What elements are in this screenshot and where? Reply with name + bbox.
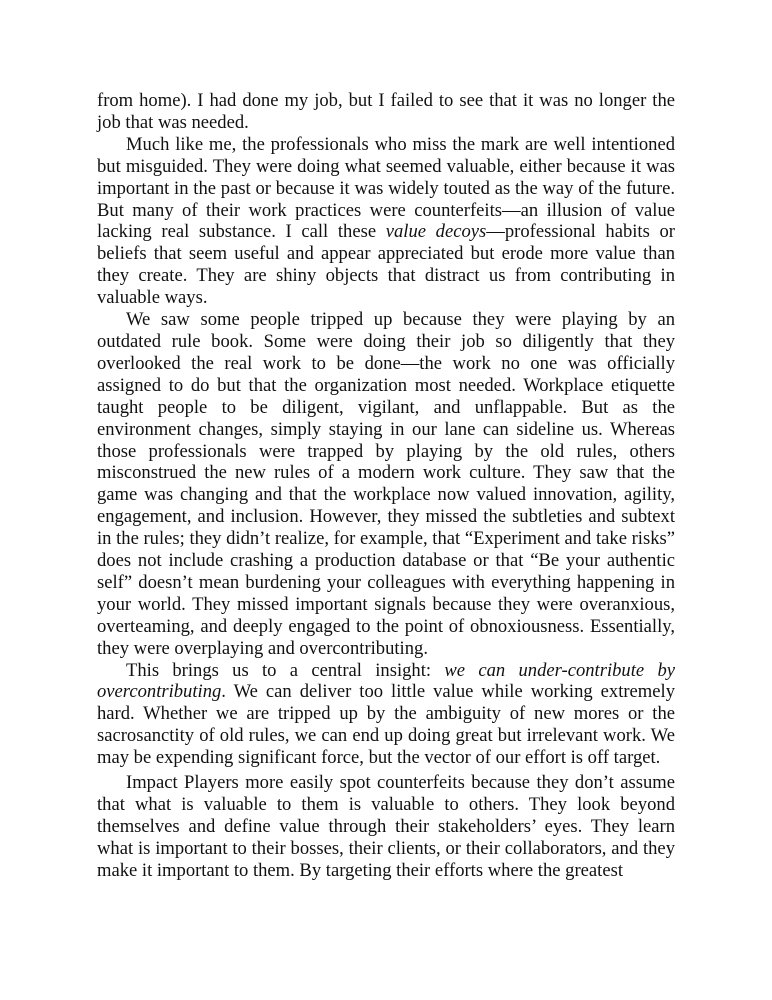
paragraph-4-text-b: . We can deliver too little value while working extremely hard. Whether we are tripped up by the ambiguity of new mores or the sacrosanctity of old rules, we can end up doing great but irrelevant work. We may be expending significant force, but the vector of our effort is off target. bbox=[97, 681, 675, 769]
page-body bbox=[97, 90, 675, 882]
paragraph-1-text: from home). I had done my job, but I failed to see that it was no longer the job that was needed. bbox=[97, 90, 675, 133]
paragraph-1 bbox=[97, 90, 675, 134]
paragraph-5 bbox=[97, 772, 675, 882]
paragraph-2-text-b: —professional habits or beliefs that seem useful and appear appreciated but erode more value than they create. They are shiny objects that distract us from contributing in valuable ways. bbox=[97, 221, 675, 309]
paragraph-4-italic-insight: we can under-contribute by overcontributing bbox=[97, 659, 675, 703]
paragraph-4 bbox=[97, 660, 675, 770]
paragraph-2 bbox=[97, 134, 675, 309]
paragraph-3-text: We saw some people tripped up because they were playing by an outdated rule book. Some were doing their job so diligently that they overlooked the real work to be done—the work no one was officially assigned to do but that the organization most needed. Workplace etiquette taught people to be diligent, vigilant, and unflappable. But as the environment changes, simply staying in our lane can sideline us. Whereas those professionals were trapped by playing by the old rules, others misconstrued the new rules of a modern work culture. They saw that the game was changing and that the workplace now valued innovation, agility, engagement, and inclusion. However, they missed the subtleties and subtext in the rules; they didn’t realize, for example, that “Experiment and take risks” does not include crashing a production database or that “Be your authentic self” doesn’t mean burdening your colleagues with everything happening in your world. They missed important signals because they were overanxious, overteaming, and deeply engaged to the point of obnoxiousness. Essentially, they were overplaying and overcontributing. bbox=[97, 309, 675, 659]
paragraph-5-text: Impact Players more easily spot counterfeits because they don’t assume that what is valuable to them is valuable to others. They look beyond themselves and define value through their stakeholders’ eyes. They learn what is important to their bosses, their clients, or their collaborators, and they make it important to them. By targeting their efforts where the greatest bbox=[97, 772, 675, 881]
paragraph-2-italic-term: value decoys bbox=[385, 221, 487, 243]
paragraph-4-text-a: This brings us to a central insight: bbox=[126, 659, 445, 681]
paragraph-3 bbox=[97, 309, 675, 660]
paragraph-2-text-a: Much like me, the professionals who miss the mark are well intentioned but misguided. They were doing what seemed valuable, either because it was important in the past or because it was widely touted as the way of the future. But many of their work practices were counterfeits—an illusion of value lacking real substance. I call these bbox=[97, 133, 675, 243]
